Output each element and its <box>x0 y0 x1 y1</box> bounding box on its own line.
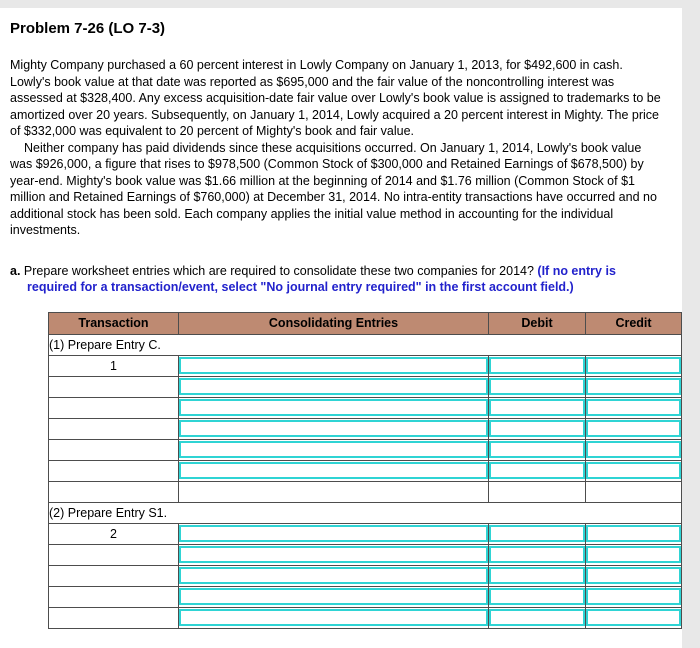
credit-input[interactable] <box>586 399 681 416</box>
debit-cell <box>489 355 586 376</box>
blank-cell <box>179 481 489 502</box>
debit-input[interactable] <box>489 588 585 605</box>
entry-row <box>49 376 682 397</box>
transaction-cell-empty <box>49 439 179 460</box>
credit-input[interactable] <box>586 441 681 458</box>
debit-cell <box>489 418 586 439</box>
blank-cell <box>49 481 179 502</box>
entry-row <box>49 586 682 607</box>
transaction-cell-empty <box>49 586 179 607</box>
credit-input[interactable] <box>586 378 681 395</box>
credit-input[interactable] <box>586 546 681 563</box>
credit-cell <box>586 544 682 565</box>
account-input[interactable] <box>179 525 488 542</box>
transaction-cell-empty <box>49 607 179 628</box>
debit-input[interactable] <box>489 399 585 416</box>
debit-cell <box>489 586 586 607</box>
section-2-label-row <box>49 502 682 523</box>
debit-cell <box>489 523 586 544</box>
question-instruction: (If no entry is required for a transaction/event, select "No journal entry required" in the first account field.) <box>27 263 616 294</box>
entry-row <box>49 439 682 460</box>
credit-cell <box>586 607 682 628</box>
entry-row <box>49 460 682 481</box>
debit-input[interactable] <box>489 546 585 563</box>
section-2-label: (2) Prepare Entry S1. <box>49 502 682 523</box>
credit-cell <box>586 565 682 586</box>
debit-input[interactable] <box>489 420 585 437</box>
col-header-debit: Debit <box>489 312 586 334</box>
account-input[interactable] <box>179 462 488 479</box>
transaction-cell-empty <box>49 376 179 397</box>
account-input[interactable] <box>179 378 488 395</box>
credit-cell <box>586 355 682 376</box>
account-input[interactable] <box>179 588 488 605</box>
debit-input[interactable] <box>489 357 585 374</box>
debit-cell <box>489 544 586 565</box>
entry-row <box>49 355 682 376</box>
debit-cell <box>489 607 586 628</box>
debit-cell <box>489 565 586 586</box>
worksheet-table <box>48 312 682 629</box>
credit-cell <box>586 523 682 544</box>
transaction-cell-empty <box>49 544 179 565</box>
col-header-consolidating-entries: Consolidating Entries <box>179 312 489 334</box>
debit-cell <box>489 376 586 397</box>
problem-sheet <box>0 8 682 648</box>
credit-input[interactable] <box>586 357 681 374</box>
account-cell <box>179 544 489 565</box>
blank-row <box>49 481 682 502</box>
account-input[interactable] <box>179 567 488 584</box>
entry-row <box>49 397 682 418</box>
transaction-cell-empty <box>49 565 179 586</box>
account-cell <box>179 355 489 376</box>
transaction-cell-empty <box>49 418 179 439</box>
entry-row <box>49 607 682 628</box>
debit-input[interactable] <box>489 441 585 458</box>
account-cell <box>179 397 489 418</box>
account-input[interactable] <box>179 420 488 437</box>
question-text: Prepare worksheet entries which are required to consolidate these two companies for 2014? <box>23 263 534 278</box>
question-label: a. <box>10 263 21 278</box>
transaction-cell-empty <box>49 460 179 481</box>
transaction-number: 2 <box>49 523 179 544</box>
debit-cell <box>489 460 586 481</box>
table-header-row <box>49 312 682 334</box>
account-cell <box>179 376 489 397</box>
blank-cell <box>489 481 586 502</box>
credit-cell <box>586 586 682 607</box>
entry-row <box>49 544 682 565</box>
credit-input[interactable] <box>586 420 681 437</box>
problem-paragraph-1: Mighty Company purchased a 60 percent interest in Lowly Company on January 1, 2013, for $492,600 in cash. Lowly's book value at that date was reported as $695,000 and the fair value of the noncontrolling interest was assessed at $328,400. Any excess acquisition-date fair value over Lowly's book value is assigned to trademarks to be amortized over 20 years. Subsequently, on January 1, 2014, Lowly acquired a 20 percent interest in Mighty. The price of $332,000 was equivalent to 20 percent of Mighty's book and fair value. <box>10 58 661 138</box>
credit-input[interactable] <box>586 609 681 626</box>
account-input[interactable] <box>179 609 488 626</box>
entry-row <box>49 523 682 544</box>
account-input[interactable] <box>179 546 488 563</box>
account-cell <box>179 418 489 439</box>
credit-input[interactable] <box>586 462 681 479</box>
section-1-label-row <box>49 334 682 355</box>
debit-cell <box>489 439 586 460</box>
account-cell <box>179 460 489 481</box>
col-header-credit: Credit <box>586 312 682 334</box>
account-input[interactable] <box>179 441 488 458</box>
section-1-label: (1) Prepare Entry C. <box>49 334 682 355</box>
credit-cell <box>586 418 682 439</box>
debit-input[interactable] <box>489 609 585 626</box>
blank-cell <box>586 481 682 502</box>
credit-cell <box>586 397 682 418</box>
problem-paragraph-2: Neither company has paid dividends since these acquisitions occurred. On January 1, 2014, Lowly's book value was $926,000, a figure that rises to $978,500 (Common Stock of $300,000 and Retained Earnings of $678,500) by year-end. Mighty's book value was $1.66 million at the beginning of 2014 and $1.76 million (Common Stock of $1 million and Retained Earnings of $760,000) at December 31, 2014. No intra-entity transactions have occurred and no additional stock has been sold. Each company applies the initial value method in accounting for the individual investments. <box>10 140 657 237</box>
page-title: Problem 7-26 (LO 7-3) <box>10 20 166 37</box>
account-cell <box>179 607 489 628</box>
credit-input[interactable] <box>586 567 681 584</box>
debit-input[interactable] <box>489 567 585 584</box>
entry-row <box>49 565 682 586</box>
question-a <box>10 263 667 296</box>
account-input[interactable] <box>179 357 488 374</box>
credit-cell <box>586 439 682 460</box>
account-cell <box>179 586 489 607</box>
debit-input[interactable] <box>489 462 585 479</box>
transaction-cell-empty <box>49 397 179 418</box>
credit-cell <box>586 376 682 397</box>
transaction-number: 1 <box>49 355 179 376</box>
credit-input[interactable] <box>586 525 681 542</box>
entry-row <box>49 418 682 439</box>
credit-cell <box>586 460 682 481</box>
col-header-transaction: Transaction <box>49 312 179 334</box>
credit-input[interactable] <box>586 588 681 605</box>
debit-input[interactable] <box>489 378 585 395</box>
account-cell <box>179 565 489 586</box>
account-input[interactable] <box>179 399 488 416</box>
debit-cell <box>489 397 586 418</box>
debit-input[interactable] <box>489 525 585 542</box>
account-cell <box>179 439 489 460</box>
account-cell <box>179 523 489 544</box>
